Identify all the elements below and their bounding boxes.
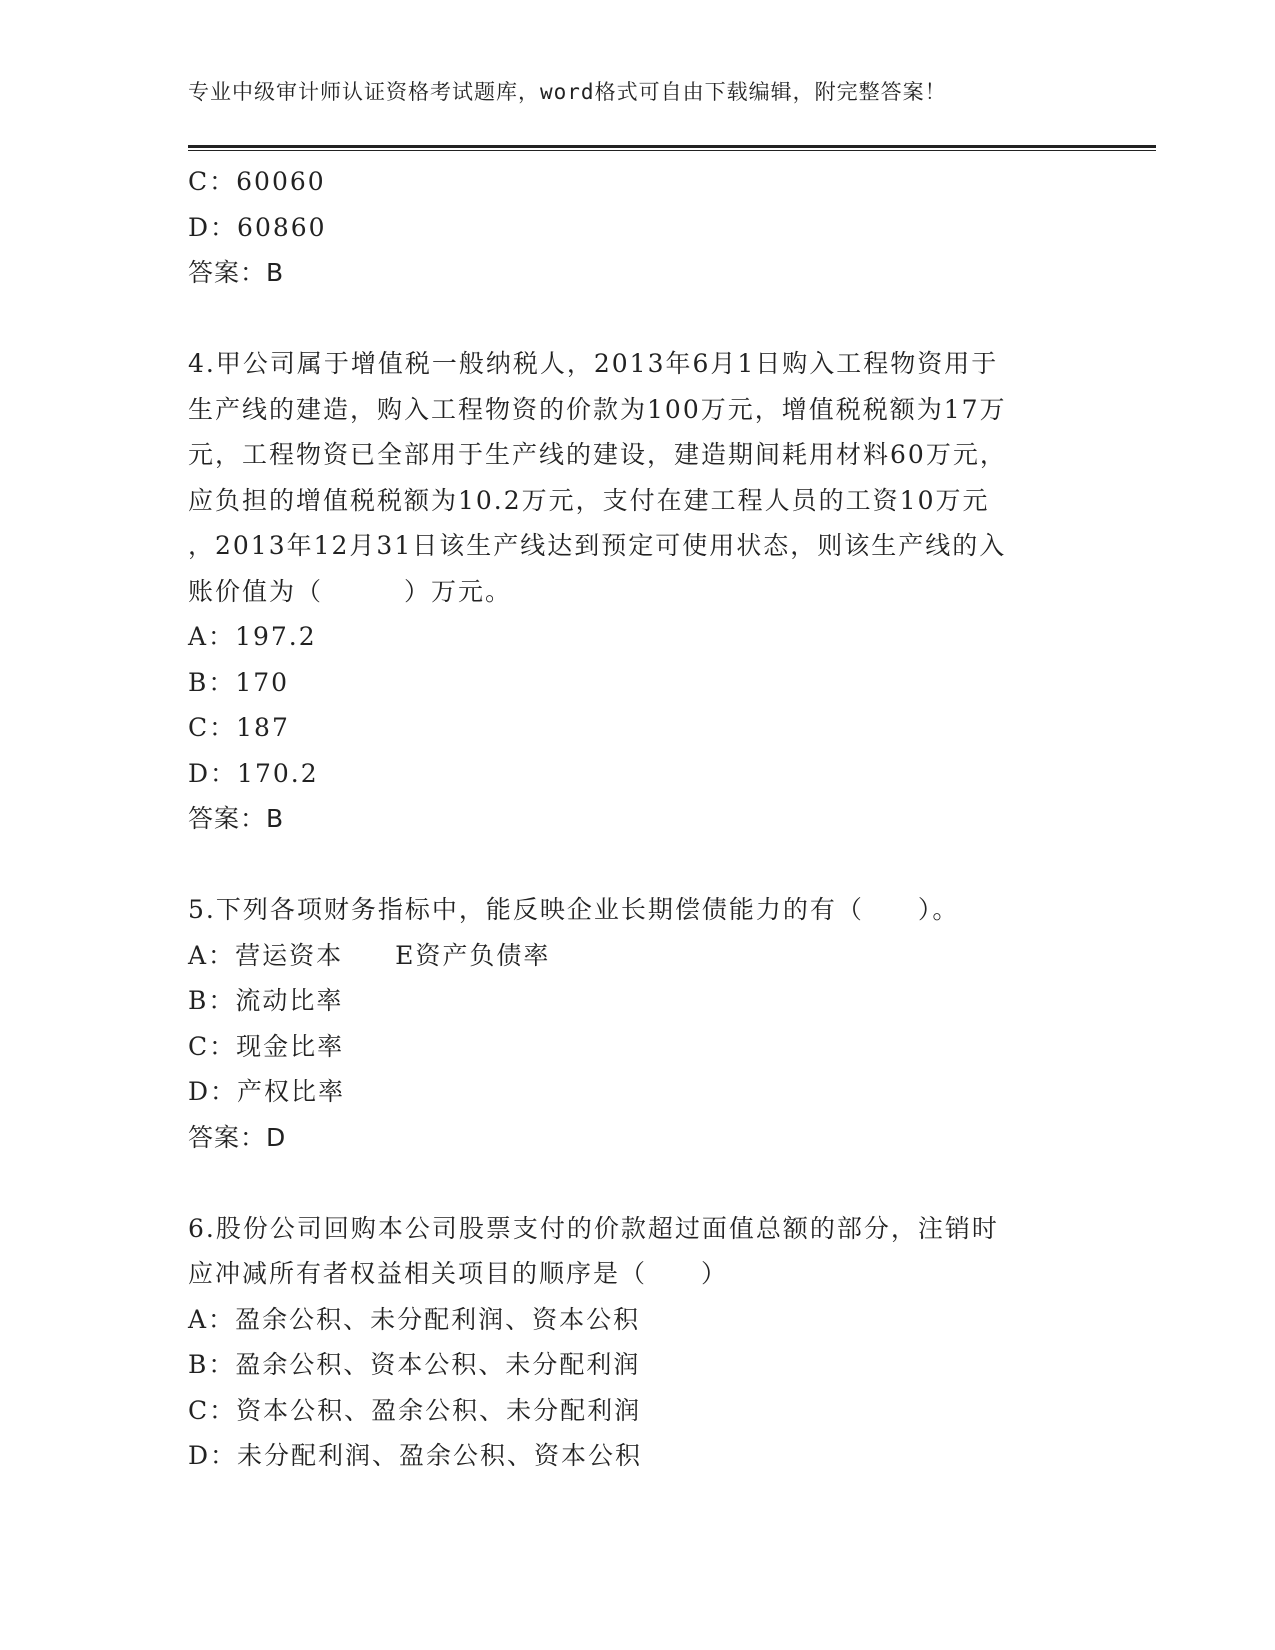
option-letter: A： bbox=[188, 940, 236, 970]
option-letter: C： bbox=[188, 167, 237, 196]
option-letter: B： bbox=[188, 986, 236, 1015]
option-text: 170 bbox=[235, 667, 290, 697]
question-5 bbox=[188, 887, 1088, 1160]
option-c bbox=[188, 705, 1088, 751]
question-text-line: 6.股份公司回购本公司股票支付的价款超过面值总额的部分，注销时 bbox=[188, 1213, 999, 1243]
option-text: 资本公积、盈余公积、未分配利润 bbox=[236, 1395, 642, 1425]
option-c bbox=[188, 159, 1088, 205]
option-text: 197.2 bbox=[235, 622, 317, 651]
option-d bbox=[188, 751, 1088, 797]
question-text-line: 4.甲公司属于增值税一般纳税人，2013年6月1日购入工程物资用于 bbox=[188, 349, 999, 378]
question-text-line: 账价值为（ ）万元。 bbox=[188, 576, 513, 606]
option-letter: B： bbox=[188, 667, 236, 697]
question-text-line: 应冲减所有者权益相关项目的顺序是（ ） bbox=[188, 1259, 729, 1288]
question-text-line: 应负担的增值税税额为10.2万元，支付在建工程人员的工资10万元 bbox=[188, 485, 990, 515]
option-letter: C： bbox=[188, 713, 237, 742]
answer-line: 答案：B bbox=[188, 258, 285, 287]
option-letter: D： bbox=[188, 1441, 238, 1470]
option-letter: D： bbox=[188, 1077, 238, 1106]
spacer bbox=[188, 842, 1088, 888]
option-text: 产权比率 bbox=[237, 1077, 346, 1106]
option-text: 60860 bbox=[237, 212, 327, 242]
option-d bbox=[188, 1069, 1088, 1115]
option-letter: A： bbox=[188, 622, 236, 651]
option-text: 187 bbox=[236, 713, 290, 742]
option-text: 未分配利润、盈余公积、资本公积 bbox=[237, 1441, 643, 1470]
option-letter: A： bbox=[188, 1304, 236, 1334]
option-c bbox=[188, 1388, 1088, 1434]
answer-line: 答案：B bbox=[188, 804, 285, 833]
option-c bbox=[188, 1024, 1088, 1070]
option-a bbox=[188, 1297, 1088, 1343]
option-letter: C： bbox=[188, 1395, 237, 1425]
prev-question bbox=[188, 159, 1088, 296]
option-letter: C： bbox=[188, 1031, 237, 1061]
option-letter: D： bbox=[188, 212, 238, 242]
header-rule-thin bbox=[188, 150, 1156, 151]
spacer bbox=[188, 296, 1088, 342]
option-text: 盈余公积、资本公积、未分配利润 bbox=[235, 1350, 641, 1379]
option-a bbox=[188, 933, 1088, 979]
option-text: 盈余公积、未分配利润、资本公积 bbox=[235, 1304, 641, 1334]
answer-line: 答案：D bbox=[188, 1122, 287, 1152]
question-4 bbox=[188, 341, 1088, 842]
option-extra-text: E资产负债率 bbox=[395, 940, 551, 970]
option-b bbox=[188, 1342, 1088, 1388]
option-b bbox=[188, 660, 1088, 706]
document-body bbox=[188, 159, 1088, 1479]
question-text-line: 元，工程物资已全部用于生产线的建设，建造期间耗用材料60万元， bbox=[188, 440, 1007, 469]
option-text: 营运资本 bbox=[235, 940, 344, 970]
option-b bbox=[188, 978, 1088, 1024]
question-text-line: ，2013年12月31日该生产线达到预定可使用状态，则该生产线的入 bbox=[188, 531, 1007, 560]
question-text-line: 生产线的建造，购入工程物资的价款为100万元，增值税税额为17万 bbox=[188, 394, 1007, 424]
question-text-line: 5.下列各项财务指标中，能反映企业长期偿债能力的有（ ）。 bbox=[188, 895, 960, 924]
option-text: 60060 bbox=[236, 167, 326, 196]
option-text: 现金比率 bbox=[236, 1031, 345, 1061]
option-d bbox=[188, 205, 1088, 251]
option-text: 流动比率 bbox=[235, 986, 344, 1015]
page-header: 专业中级审计师认证资格考试题库，word格式可自由下载编辑，附完整答案！ bbox=[188, 80, 947, 104]
option-letter: B： bbox=[188, 1350, 236, 1379]
option-letter: D： bbox=[188, 758, 238, 788]
option-text: 170.2 bbox=[237, 758, 319, 788]
header-rule-thick bbox=[188, 145, 1156, 148]
question-6 bbox=[188, 1206, 1088, 1479]
option-d bbox=[188, 1433, 1088, 1479]
spacer bbox=[188, 1160, 1088, 1206]
option-a bbox=[188, 614, 1088, 660]
